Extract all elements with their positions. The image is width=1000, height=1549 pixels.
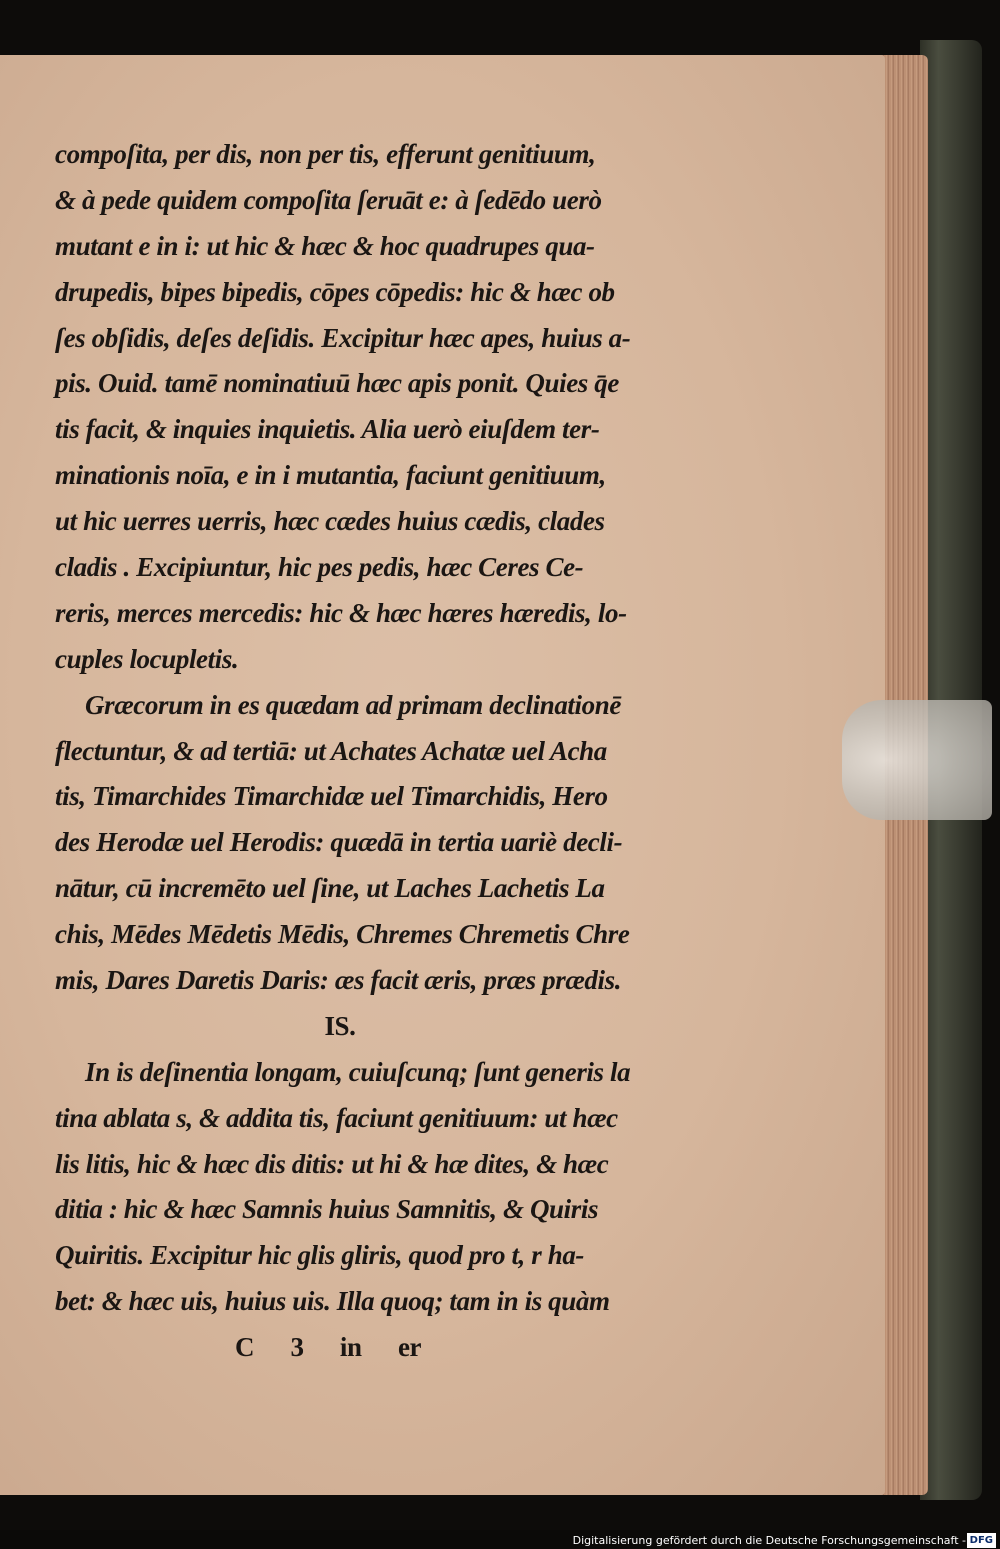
text-line: bet: & hæc uis, huius uis. Illa quoq; tam in is quàm bbox=[55, 1286, 610, 1317]
text-line: reris, merces mercedis: hic & hæc hæres hæredis, lo- bbox=[55, 597, 627, 628]
text-line: nātur, cū incremēto uel ſine, ut Laches Lachetis La bbox=[55, 873, 605, 904]
digitization-credit bbox=[572, 1532, 993, 1549]
text-line: mutant e in i: ut hic & hæc & hoc quadrupes qua- bbox=[55, 230, 595, 261]
page-text-block bbox=[55, 132, 695, 1371]
text-line: In is deſinentia longam, cuiuſcunq; ſunt generis la bbox=[85, 1056, 631, 1087]
text-line: tis facit, & inquies inquietis. Alia uerò eiuſdem ter- bbox=[55, 414, 600, 445]
text-line: Quiritis. Excipitur hic glis gliris, quod pro t, r ha- bbox=[55, 1240, 585, 1271]
text-line: minationis noīa, e in i mutantia, faciunt genitiuum, bbox=[55, 460, 606, 491]
text-line: Græcorum in es quædam ad primam declinationē bbox=[85, 689, 621, 720]
signature-mark: C 3 in er bbox=[235, 1332, 422, 1363]
section-heading: IS. bbox=[324, 1010, 356, 1041]
text-line: cuples locupletis. bbox=[55, 643, 239, 674]
text-line: des Herodæ uel Herodis: quædā in tertia uariè decli- bbox=[55, 827, 623, 858]
text-line: drupedis, bipes bipedis, cōpes cōpedis: hic & hæc ob bbox=[55, 276, 615, 307]
credit-text: Digitalisierung gefördert durch die Deutsche Forschungsgemeinschaft - bbox=[572, 1534, 966, 1547]
text-line: flectuntur, & ad tertiā: ut Achates Achatæ uel Acha bbox=[55, 735, 607, 766]
text-line: lis litis, hic & hæc dis ditis: ut hi & hæ dites, & hæc bbox=[55, 1148, 609, 1179]
text-line: mis, Dares Daretis Daris: æs facit æris, præs prædis. bbox=[55, 965, 622, 996]
text-line: ditia : hic & hæc Samnis huius Samnitis, & Quiris bbox=[55, 1194, 599, 1225]
text-line: cladis . Excipiuntur, hic pes pedis, hæc Ceres Ce- bbox=[55, 552, 584, 583]
dfg-logo: DFG bbox=[967, 1533, 996, 1548]
page-clasp bbox=[842, 700, 992, 820]
text-line: ut hic uerres uerris, hæc cædes huius cædis, clades bbox=[55, 506, 605, 537]
text-line: ſes obſidis, deſes deſidis. Excipitur hæc apes, huius a- bbox=[55, 322, 631, 353]
text-line: tis, Timarchides Timarchidæ uel Timarchidis, Hero bbox=[55, 781, 608, 812]
text-line: & à pede quidem compoſita ſeruāt e: à ſedēdo uerò bbox=[55, 184, 602, 215]
text-line: pis. Ouid. tamē nominatiuū hæc apis ponit. Quies q̄e bbox=[55, 368, 619, 399]
text-line: chis, Mēdes Mēdetis Mēdis, Chremes Chremetis Chre bbox=[55, 919, 630, 950]
text-line: compoſita, per dis, non per tis, efferunt genitiuum, bbox=[55, 139, 596, 169]
text-line: tina ablata s, & addita tis, faciunt genitiuum: ut hæc bbox=[55, 1102, 618, 1133]
